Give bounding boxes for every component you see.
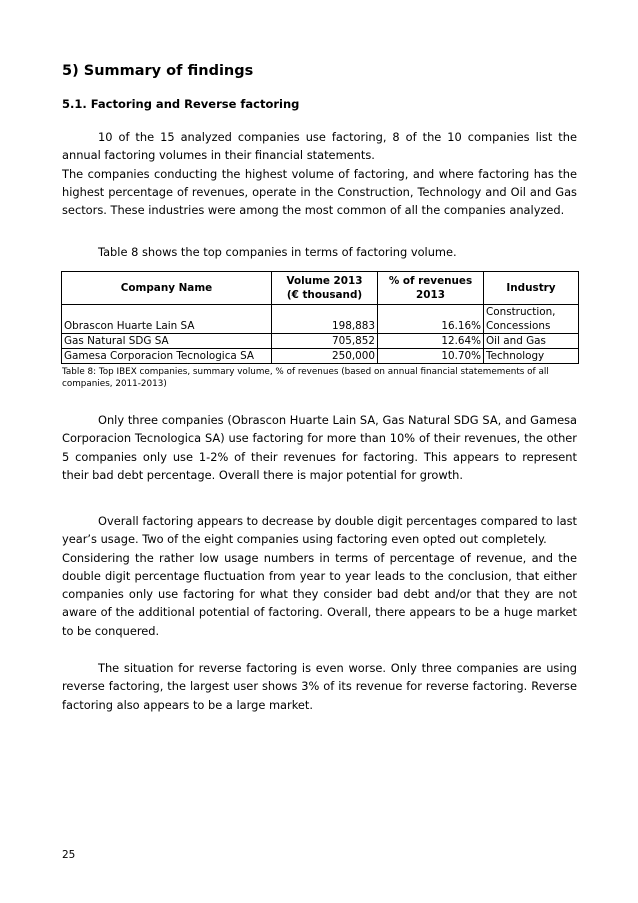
page-number: 25: [62, 849, 76, 861]
paragraph-top-companies: Only three companies (Obrascon Huarte Lain SA, Gas Natural SDG SA, and Gamesa Corporacion Tecnologica SA) use factoring for more than 10% of their revenues, the other 5 companies only use 1-2% of their revenues for factoring. This appears to represent their bad debt percentage. Overall there is major potential for growth.: [62, 413, 577, 482]
cell-company: Obrascon Huarte Lain SA: [62, 305, 272, 334]
table-caption: Table 8: Top IBEX companies, summary volume, % of revenues (based on annual financial statemements of all companies, 2011-2013): [62, 367, 549, 389]
header-industry: Industry: [484, 272, 579, 305]
cell-company: Gas Natural SDG SA: [62, 334, 272, 349]
cell-volume: 705,852: [272, 334, 378, 349]
header-percent-revenues: % of revenues 2013: [378, 272, 484, 305]
table-row: [62, 349, 579, 364]
cell-volume: 198,883: [272, 305, 378, 334]
table-row: [62, 305, 579, 334]
factoring-table: [61, 271, 579, 364]
cell-industry: Construction, Concessions: [484, 305, 579, 334]
paragraph-line: The companies conducting the highest volume of factoring, and where factoring has the highest percentage of revenues, operate in the Construction, Technology and Oil and Gas sectors. These industries were among the most common of all the companies analyzed.: [62, 166, 577, 218]
paragraph-factoring-trend: [62, 512, 577, 640]
paragraph-line: 10 of the 15 analyzed companies use factoring, 8 of the 10 companies list the annual factoring volumes in their financial statements.: [62, 130, 577, 163]
paragraph-line: Considering the rather low usage numbers in terms of percentage of revenue, and the double digit percentage fluctuation from year to year leads to the conclusion, that either companies only use factoring for what they consider bad debt and/or that they are not aware of the additional potential of factoring. Overall, there appears to be a huge market to be conquered.: [62, 550, 577, 638]
cell-percent: 12.64%: [378, 334, 484, 349]
section-title: 5) Summary of findings: [62, 63, 254, 79]
cell-company: Gamesa Corporacion Tecnologica SA: [62, 349, 272, 364]
paragraph-line: Overall factoring appears to decrease by double digit percentages compared to last year’s usage. Two of the eight companies using factoring even opted out completely.: [62, 514, 577, 547]
header-company: Company Name: [62, 272, 272, 305]
cell-percent: 10.70%: [378, 349, 484, 364]
subsection-title: 5.1. Factoring and Reverse factoring: [62, 97, 300, 111]
cell-industry: Oil and Gas: [484, 334, 579, 349]
header-volume: Volume 2013 (€ thousand): [272, 272, 378, 305]
cell-industry: Technology: [484, 349, 579, 364]
table-row: [62, 334, 579, 349]
cell-percent: 16.16%: [378, 305, 484, 334]
cell-volume: 250,000: [272, 349, 378, 364]
paragraph-factoring-usage: [62, 128, 577, 219]
table-header-row: [62, 272, 579, 305]
table-intro: Table 8 shows the top companies in terms of factoring volume.: [98, 245, 457, 259]
paragraph-reverse-factoring: The situation for reverse factoring is even worse. Only three companies are using reverse factoring, the largest user shows 3% of its revenue for reverse factoring. Reverse factoring also appears to be a large market.: [62, 661, 577, 712]
